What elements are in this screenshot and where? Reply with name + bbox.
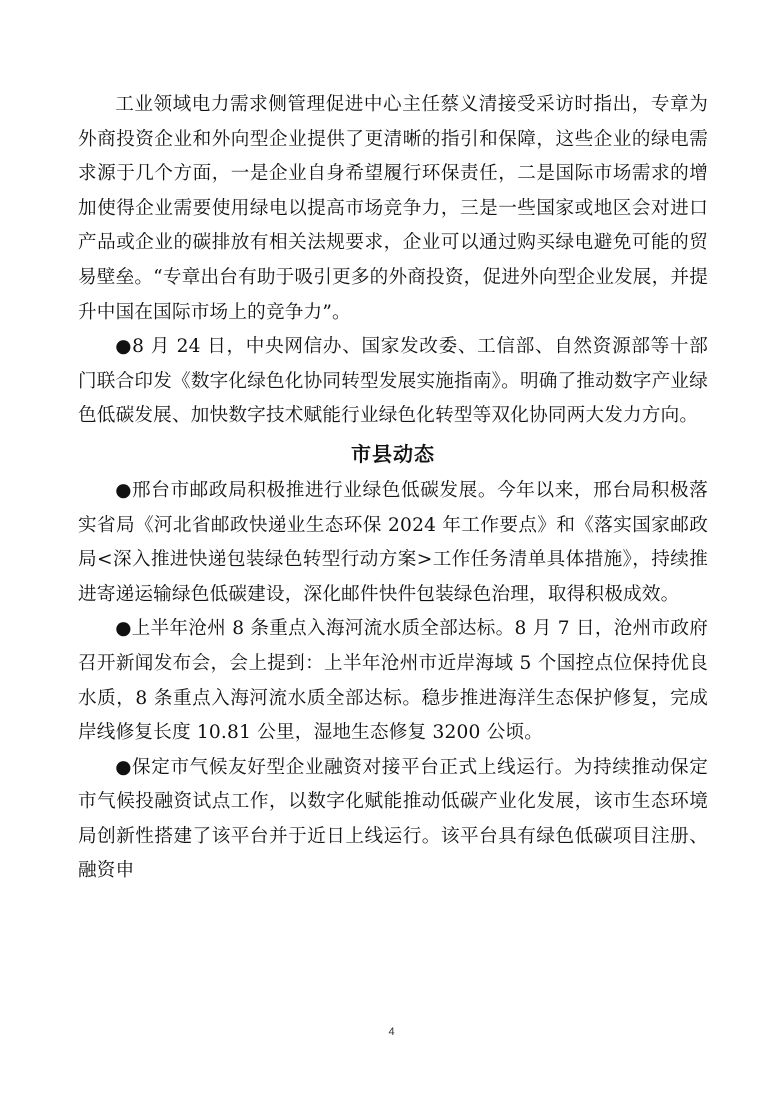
- paragraph-baoding-platform: ●保定市气候友好型企业融资对接平台正式上线运行。为持续推动保定市气候投融资试点工作，以数字化赋能推动低碳产业化发展，该市生态环境局创新性搭建了该平台并于近日上线运行。该平台具有绿色低碳项目注册、融资申: [78, 756, 708, 882]
- paragraph-cangzhou-rivers: ●上半年沧州 8 条重点入海河流水质全部达标。8 月 7 日，沧州市政府召开新闻发布会，会上提到：上半年沧州市近岸海域 5 个国控点位保持优良水质，8 条重点入海河流水质全部达标。稳步推进海洋生态保护修复，完成岸线修复长度 10.81 公里，湿地生态修复 3200 公顷。: [78, 618, 708, 744]
- section-title-city-county-news: 市县动态: [351, 441, 435, 466]
- paragraph-digital-green-guide: ●8 月 24 日，中央网信办、国家发改委、工信部、自然资源部等十部门联合印发《数字化绿色化协同转型发展实施指南》。明确了推动数字产业绿色低碳发展、加快数字技术赋能行业绿色化转型等双化协同两大发力方向。: [78, 336, 708, 427]
- page-number: 4: [388, 1026, 395, 1038]
- paragraph-cai-yiqing-interview: 工业领域电力需求侧管理促进中心主任蔡义清接受采访时指出，专章为外商投资企业和外向型企业提供了更清晰的指引和保障，这些企业的绿电需求源于几个方面，一是企业自身希望履行环保责任，二是国际市场需求的增加使得企业需要使用绿电以提高市场竞争力，三是一些国家或地区会对进口产品或企业的碳排放有相关法规要求，企业可以通过购买绿电避免可能的贸易壁垒。“专章出台有助于吸引更多的外商投资，促进外向型企业发展，并提升中国在国际市场上的竞争力”。: [78, 94, 708, 323]
- document-body: [78, 88, 708, 889]
- paragraph-xingtai-postal: ●邢台市邮政局积极推进行业绿色低碳发展。今年以来，邢台局积极落实省局《河北省邮政快递业生态环保 2024 年工作要点》和《落实国家邮政局<深入推进快递包装绿色转型行动方案>工作任务清单具体措施》，持续推进寄递运输绿色低碳建设，深化邮件快件包装绿色治理，取得积极成效。: [78, 479, 708, 605]
